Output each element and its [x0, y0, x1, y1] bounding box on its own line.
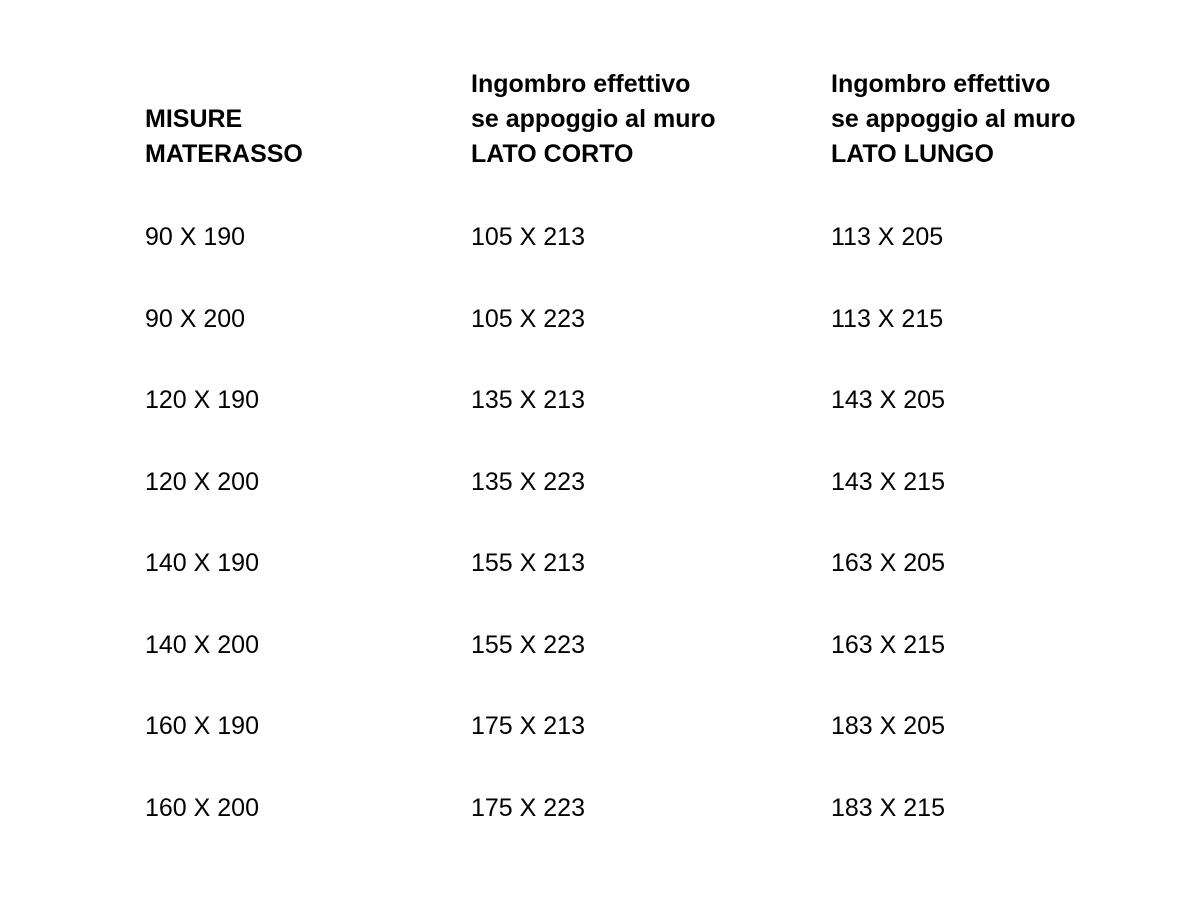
cell-long-side: 143 X 215 — [831, 467, 945, 496]
cell-long-side: 113 X 215 — [831, 304, 944, 333]
cell-long-side: 143 X 205 — [831, 386, 945, 414]
table-header — [0, 70, 1200, 180]
header-line: MISURE — [145, 105, 243, 133]
cell-short-side: 175 X 223 — [471, 793, 585, 822]
header-line: se appoggio al muro — [471, 105, 716, 133]
table-row — [0, 376, 1200, 458]
cell-short-side: 155 X 223 — [471, 630, 585, 659]
table-row — [0, 213, 1200, 295]
cell-long-side: 163 X 215 — [831, 630, 945, 659]
cell-short-side: 105 X 223 — [471, 304, 585, 333]
cell-short-side: 155 X 213 — [471, 549, 585, 577]
cell-mattress-size: 160 X 200 — [145, 793, 259, 822]
header-short-side — [471, 67, 715, 172]
table-row — [0, 458, 1200, 540]
table-row — [0, 295, 1200, 377]
table-row — [0, 621, 1200, 703]
cell-long-side: 163 X 205 — [831, 549, 945, 577]
cell-mattress-size: 120 X 190 — [145, 386, 259, 414]
header-line: Ingombro effettivo — [831, 70, 1051, 98]
cell-long-side: 113 X 205 — [831, 223, 944, 251]
cell-mattress-size: 140 X 200 — [145, 630, 259, 659]
cell-long-side: 183 X 205 — [831, 712, 945, 740]
cell-short-side: 135 X 223 — [471, 467, 585, 496]
table-row — [0, 702, 1200, 784]
table-row — [0, 784, 1200, 866]
table-row — [0, 539, 1200, 621]
cell-mattress-size: 120 X 200 — [145, 467, 259, 496]
cell-long-side: 183 X 215 — [831, 793, 945, 822]
cell-mattress-size: 140 X 190 — [145, 549, 259, 577]
header-long-side — [831, 67, 1075, 172]
header-line: LATO CORTO — [471, 140, 634, 168]
header-mattress-size — [145, 102, 303, 172]
cell-short-side: 105 X 213 — [471, 223, 585, 251]
cell-mattress-size: 160 X 190 — [145, 712, 259, 740]
header-line: MATERASSO — [145, 140, 303, 168]
cell-mattress-size: 90 X 200 — [145, 304, 246, 333]
cell-short-side: 135 X 213 — [471, 386, 585, 414]
table-body — [0, 213, 1200, 865]
header-line: Ingombro effettivo — [471, 70, 691, 98]
cell-short-side: 175 X 213 — [471, 712, 585, 740]
header-line: se appoggio al muro — [831, 105, 1076, 133]
cell-mattress-size: 90 X 190 — [145, 223, 246, 251]
header-line: LATO LUNGO — [831, 140, 994, 168]
